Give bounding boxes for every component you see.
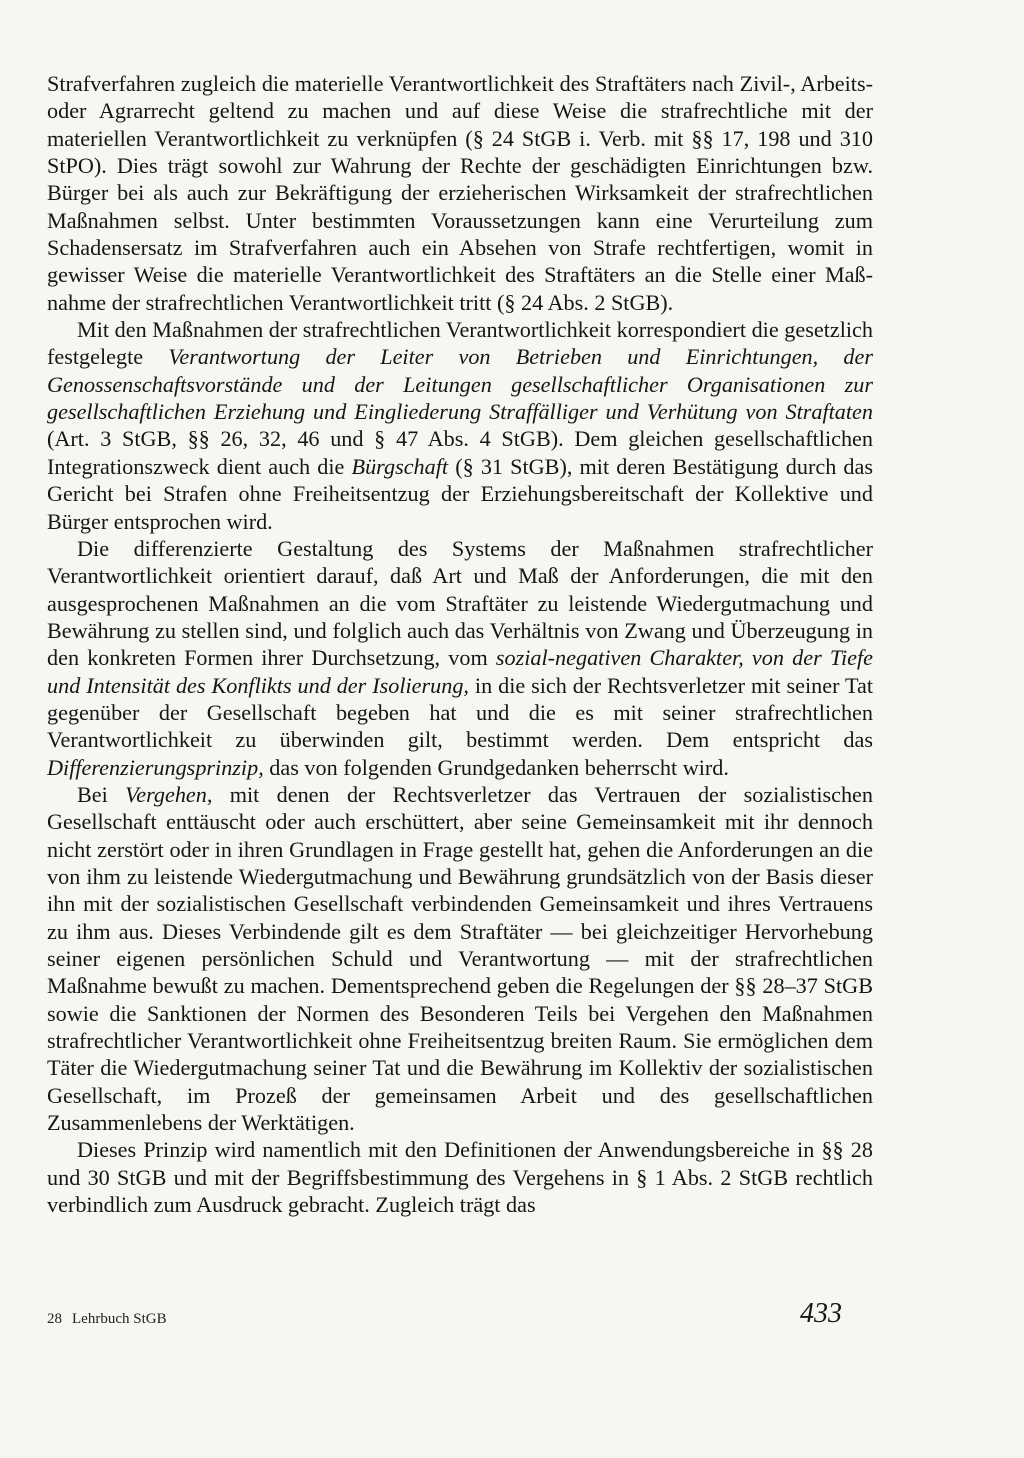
book-title: Lehrbuch StGB [72, 1311, 167, 1327]
page-number: 433 [800, 1298, 842, 1329]
text-run: (Art. 3 StGB, §§ 26, 32, 46 und § 47 Abs. 4 StGB). Dem gleichen gesellschaftlichen Integrationszweck dient auch die [47, 426, 873, 479]
emphasized-text: Vergehen, [125, 781, 213, 807]
emphasized-text: sozial-negativen Charakter, von der Tiefe und Intensität des Konflikts und der Isolierung, [47, 645, 874, 698]
paragraph [47, 535, 873, 781]
paragraph [47, 70, 873, 316]
paragraph [47, 781, 873, 1136]
emphasized-text: Bürgschaft [351, 453, 449, 479]
text-run: Mit den Maßnahmen der strafrechtlichen Verantwortlichkeit korrespondiert die gesetzlich festgelegte [47, 317, 873, 370]
text-run: Dieses Prinzip wird namentlich mit den Definitionen der Anwendungsbereiche in §§ 28 und 30 StGB und mit der Begriffsbestimmung des Vergehens in § 1 Abs. 2 StGB rechtlich verbindlich zum Ausdruck gebracht. Zugleich trägt das [47, 1137, 873, 1218]
text-run: mit denen der Rechtsverletzer das Vertrauen der sozialistischen Gesellschaft enttäuscht oder auch erschüttert, aber seine Gemeinsamkeit mit ihr dennoch nicht zerstört oder in ihren Grundlagen in Frage gestellt hat, gehen die Anforderungen an die von ihm zu leistende Wiedergutmachung und Bewährung grundsätzlich von der Basis dieser ihn mit der sozialistischen Gesellschaft verbindenden Gemeinsamkeit und ihres Vertrauens zu ihm aus. Dieses Verbindende gilt es dem Straftäter — bei gleichzeitiger Hervorhebung seiner eigenen persönlichen Schuld und Verantwortung — mit der strafrechtlichen Maßnahme bewußt zu machen. Dementsprechend geben die Regelungen der §§ 28–37 StGB sowie die Sanktionen der Normen des Besonderen Teils bei Vergehen den Maßnahmen strafrechtlicher Verantwortlichkeit ohne Freiheitsentzug breiten Raum. Sie ermöglichen dem Täter die Wiedergutmachung seiner Tat und die Bewährung im Kollektiv der sozialistischen Gesellschaft, im Prozeß der gemeinsamen Arbeit und des gesellschaftlichen Zusammenlebens der Werktätigen. [47, 781, 874, 1136]
emphasized-text: Differenzierungsprinzip, [47, 754, 264, 780]
text-run: Bei [77, 781, 126, 807]
sheet-number: 28 [47, 1311, 62, 1327]
body-text [47, 70, 873, 1218]
paragraph [47, 1136, 873, 1218]
text-run: das von folgenden Grundgedanken beherrscht wird. [263, 754, 729, 780]
text-run: (§ 31 StGB), mit deren Bestätigung durch das Gericht bei Strafen ohne Freiheitsentzug der Erziehungsbereitschaft der Kollektive und Bürger entsprochen wird. [47, 453, 873, 534]
text-run: Die differenzierte Gestaltung des Systems der Maßnahmen strafrechtlicher Verantwortlichkeit orientiert darauf, daß Art und Maß der Anforderungen, die mit den ausgesprochenen Maßnahmen an die vom Straftäter zu leistende Wiedergutmachung und Bewährung zu stellen sind, und folglich auch das Verhältnis von Zwang und Überzeugung in den konkreten Formen ihrer Durchsetzung, vom [47, 535, 873, 671]
paragraph [47, 316, 873, 535]
footer-signature [47, 1311, 177, 1328]
text-run: Strafverfahren zugleich die materielle Verantwortlichkeit des Straftäters nach Zivil-, Arbeits- oder Agrarrecht geltend zu machen und auf diese Weise die strafrechtliche mit der materiellen Verantwortlichkeit zu verknüpfen (§ 24 StGB i. Verb. mit §§ 17, 198 und 310 StPO). Dies trägt sowohl zur Wahrung der Rechte der geschädigten Einrichtungen bzw. Bürger bei als auch zur Bekräftigung der erzieherischen Wirksamkeit der strafrechtlichen Maßnahmen selbst. Unter bestimmten Voraussetzungen kann eine Verurteilung zum Schadensersatz im Strafverfahren auch ein Absehen von Strafe rechtfertigen, womit in gewisser Weise die materielle Verantwortlichkeit des Straftäters an die Stelle einer Maßnahme der strafrechtlichen Verantwortlichkeit tritt (§ 24 Abs. 2 StGB). [47, 71, 873, 315]
text-run: in die sich der Rechtsverletzer mit seiner Tat gegenüber der Gesellschaft begeben hat und die es mit seiner strafrechtlichen Verantwortlichkeit zu überwinden gilt, bestimmt werden. Dem entspricht das [47, 672, 873, 753]
emphasized-text: Verantwortung der Leiter von Betrieben und Einrichtungen, der Genossenschaftsvorstände und der Leitungen gesellschaftlicher Organisationen zur gesellschaftlichen Erziehung und Eingliederung Straffälliger und Verhütung von Straftaten [47, 344, 873, 425]
